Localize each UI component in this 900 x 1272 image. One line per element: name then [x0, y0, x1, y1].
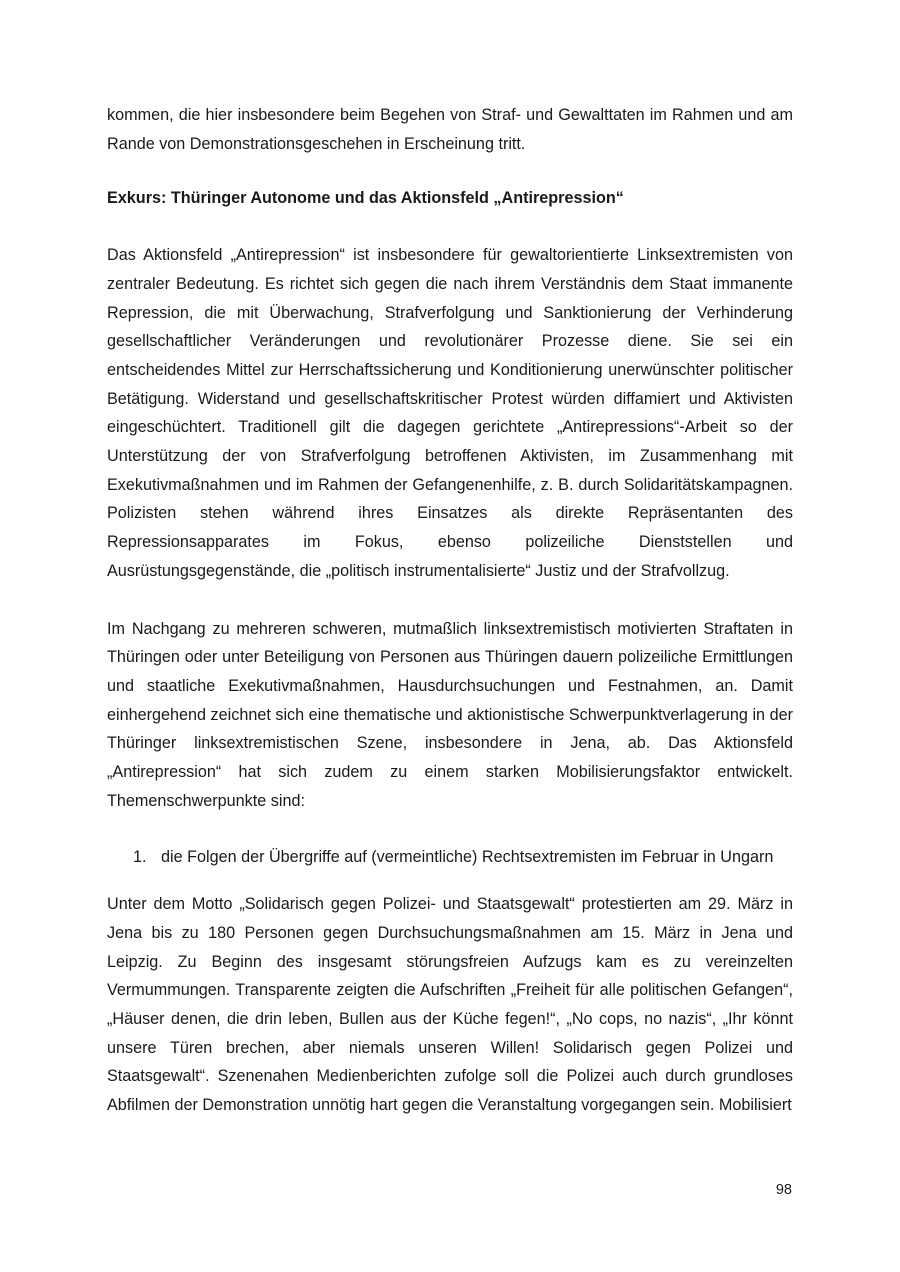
intro-paragraph: kommen, die hier insbesondere beim Begehen von Straf- und Gewalttaten im Rahmen und am Rande von Demonstrationsgeschehen in Erscheinung tritt.: [107, 106, 793, 153]
list-item-text: die Folgen der Übergriffe auf (vermeintliche) Rechtsextremisten im Februar in Ungarn: [161, 848, 774, 867]
list-item: [107, 843, 793, 872]
body-paragraph-protest: Unter dem Motto „Solidarisch gegen Polizei- und Staatsgewalt“ protestierten am 29. März in Jena bis zu 180 Personen gegen Durchsuchungsmaßnahmen am 15. März in Jena und Leipzig. Zu Beginn des insgesamt störungsfreien Aufzugs kam es zu vereinzelten Vermummungen. Transparente zeigten die Aufschriften „Freiheit für alle politischen Gefangen“, „Häuser denen, die drin leben, Bullen aus der Küche fegen!“, „No cops, no nazis“, „Ihr könnt unsere Türen brechen, aber niemals unseren Willen! Solidarisch gegen Polizei und Staatsgewalt“. Szenenahen Medienberichten zufolge soll die Polizei auch durch grundloses Abfilmen der Demonstration unnötig hart gegen die Veranstaltung vorgegangen sein. Mobilisiert: [107, 895, 793, 1115]
page-number: 98: [775, 1182, 792, 1198]
body-paragraph-antirepression: Das Aktionsfeld „Antirepression“ ist insbesondere für gewaltorientierte Linksextremisten von zentraler Bedeutung. Es richtet sich gegen die nach ihrem Verständnis dem Staat immanente Repression, die mit Überwachung, Strafverfolgung und Sanktionierung der Verhinderung gesellschaftlicher Veränderungen und revolutionärer Prozesse diene. Sie sei ein entscheidendes Mittel zur Herrschaftssicherung und Konditionierung unerwünschter politischer Betätigung. Widerstand und gesellschaftskritischer Protest würden diffamiert und Aktivisten eingeschüchtert. Traditionell gilt die dagegen gerichtete „Antirepressions“-Arbeit so der Unterstützung der von Strafverfolgung betroffenen Aktivisten, im Zusammenhang mit Exekutivmaßnahmen und im Rahmen der Gefangenenhilfe, z. B. durch Solidaritätskampagnen. Polizisten stehen während ihres Einsatzes als direkte Repräsentanten des Repressionsapparates im Fokus, ebenso polizeiliche Dienststellen und Ausrüstungsgegenstände, die „politisch instrumentalisierte“ Justiz und der Strafvollzug.: [107, 246, 793, 580]
list-item-number: 1.: [133, 848, 147, 867]
document-page: [107, 101, 793, 1120]
topics-list: [107, 843, 793, 872]
body-paragraph-investigations: Im Nachgang zu mehreren schweren, mutmaßlich linksextremistisch motivierten Straftaten in Thüringen oder unter Beteiligung von Personen aus Thüringen dauern polizeiliche Ermittlungen und staatliche Exekutivmaßnahmen, Hausdurchsuchungen und Festnahmen, an. Damit einhergehend zeichnet sich eine thematische und aktionistische Schwerpunktverlagerung in der Thüringer linksextremistischen Szene, insbesondere in Jena, ab. Das Aktionsfeld „Antirepression“ hat sich zudem zu einem starken Mobilisierungsfaktor entwickelt. Themenschwerpunkte sind:: [107, 619, 793, 810]
section-heading: Exkurs: Thüringer Autonome und das Aktionsfeld „Antirepression“: [107, 189, 624, 208]
